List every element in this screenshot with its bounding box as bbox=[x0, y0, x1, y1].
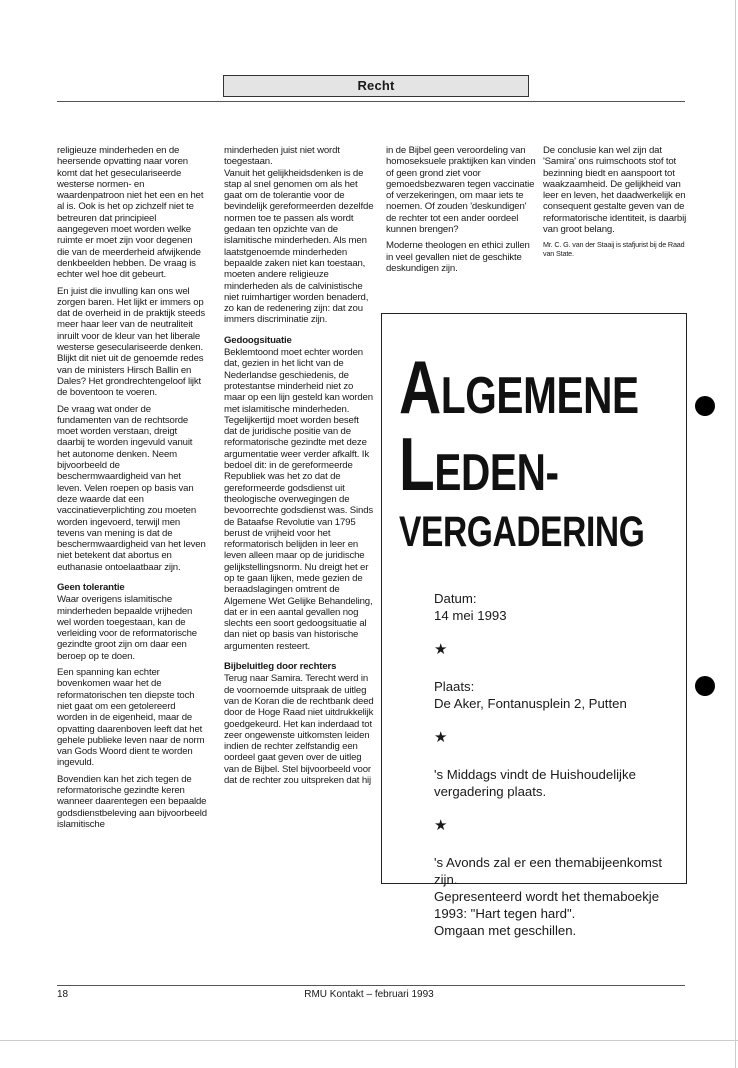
author-note: Mr. C. G. van der Staaij is stafjurist bij de Raad van State. bbox=[543, 240, 685, 259]
datum-label: Datum: bbox=[434, 591, 477, 606]
paragraph: minderheden juist niet wordt toegestaan. bbox=[224, 145, 340, 168]
evening-theme: Omgaan met geschillen. bbox=[434, 923, 577, 938]
paragraph: Waar overigens islamitische minderheden bepaalde vrijheden wel worden toegestaan, kan de verleiding voor de reformatorische gezindte groot zijn om daar een beroep op te doen. bbox=[57, 594, 197, 662]
paragraph: Terug naar Samira. Terecht werd in de voornoemde uitspraak de uitleg van de Koran die de rechtbank deed door de Hoge Raad niet uitdrukkelijk goedgekeurd. Het kan inderdaad tot zeer ongewenste uitkomsten leiden indien de rechter zelfstandig een oordeel gaat geven over de uitleg van de Bijbel. Stel bijvoorbeeld voor dat de rechter zou uitspreken dat hij bbox=[224, 673, 374, 787]
paragraph: De conclusie kan wel zijn dat 'Samira' ons ruimschoots stof tot bezinning biedt en aanspoort tot waakzaamheid. De gelijkheid van leer en leven, het daadwerkelijk en consequent gestalte geven van de reformatorische identiteit, is daarbij van groot belang. bbox=[543, 145, 687, 236]
publication-footer: RMU Kontakt – februari 1993 bbox=[304, 989, 434, 1000]
plaats-value: De Aker, Fontanusplein 2, Putten bbox=[434, 696, 627, 711]
header-divider bbox=[57, 101, 685, 102]
article-column-3 bbox=[386, 145, 536, 279]
meeting-announcement bbox=[381, 313, 687, 938]
paragraph: Beklemtoond moet echter worden dat, gezien in het licht van de Nederlandse geschiedenis, de protestantse minderheid niet zo maar op een lijn gesteld kan worden met islamitische minderheden. bbox=[224, 347, 373, 415]
announcement-details bbox=[434, 590, 674, 939]
paragraph: Een spanning kan echter bovenkomen waar het de reformatorischen ten diepste toch niet gaat om een getolereerd worden in de eigenheid, maar de opvatting daarenboven leeft dat het gehele publieke leven naar de norm van Gods Woord dient te worden ingevuld. bbox=[57, 667, 205, 769]
evening-booklet: Gepresenteerd wordt het themaboekje 1993: "Hart tegen hard". bbox=[434, 889, 660, 921]
paragraph: Moderne theologen en ethici zullen in veel gevallen niet de geschikte deskundigen zijn. bbox=[386, 240, 530, 274]
paragraph: in de Bijbel geen veroordeling van homoseksuele praktijken kan vinden of geen grond ziet voor gemoedsbezwaren tegen vaccinatie of verzekeringen, om maar iets te noemen. Of zouden 'deskundigen' de rechter tot een ander oordeel kunnen brengen? bbox=[386, 145, 536, 236]
star-icon: ★ bbox=[434, 729, 448, 746]
announcement-title-line-2: LEDEN- bbox=[399, 422, 559, 506]
article-column-1 bbox=[57, 145, 207, 835]
announcement-title-line-1: ALGEMENE bbox=[399, 345, 639, 429]
subheading-bijbeluitleg: Bijbeluitleg door rechters bbox=[224, 661, 337, 673]
evening-note: 's Avonds zal er een themabijeenkomst zijn. bbox=[434, 855, 663, 887]
page-number: 18 bbox=[57, 989, 69, 1000]
paragraph: Bovendien kan het zich tegen de reformatorische gezindte keren wanneer daarentegen een bepaalde godsdienstbeleving aan bijvoorbeeld islamitische bbox=[57, 773, 207, 830]
footer-divider bbox=[57, 985, 685, 986]
page-edge bbox=[0, 1040, 738, 1041]
star-icon: ★ bbox=[434, 817, 448, 834]
star-icon: ★ bbox=[434, 641, 448, 658]
paragraph: religieuze minderheden en de heersende opvatting naar voren komt dat het geseculariseerde westerse normen- en waardenpatroon niet het een en het al is. Ook is het op zichzelf niet te betreuren dat principieel aangegeven moet worden welke ruimte er moet zijn voor degenen die van de meerderheid afwijkende denkbeelden hebben. De vraag is echter wel hoe dit gebeurt. bbox=[57, 145, 204, 281]
subheading-gedoogsituatie: Gedoogsituatie bbox=[224, 334, 292, 346]
paragraph: En juist die invulling kan ons wel zorgen baren. Het lijkt er immers op dat de overheid in de praktijk steeds meer haar leer van de neutraliteit inruilt voor de kleur van het liberale westerse geseculariseerde denken. Blijkt dit niet uit de genoemde redes van de ministers Hirsch Ballin en Dales? Het grondrechtengeloof lijkt de boventoon te voeren. bbox=[57, 285, 206, 399]
binder-hole-bottom bbox=[695, 676, 715, 696]
page-edge bbox=[735, 0, 736, 1068]
binder-hole-top bbox=[695, 396, 715, 416]
article-column-4 bbox=[543, 145, 693, 263]
announcement-title-line-3: VERGADERING bbox=[399, 508, 645, 556]
plaats-label: Plaats: bbox=[434, 679, 475, 694]
afternoon-note: 's Middags vindt de Huishoudelijke vergadering plaats. bbox=[434, 767, 636, 799]
datum-value: 14 mei 1993 bbox=[434, 608, 507, 623]
paragraph: De vraag wat onder de fundamenten van de rechtsorde moet worden verstaan, dreigt daarbij te worden ingevuld vanuit het autonome denken. Neem bijvoorbeeld de beschermwaardigheid van het leven. Velen roepen op basis van deze waarde dat een vaccinatieverplichting zou moeten worden ingevoerd, terwijl men tevens van mening is dat de beschermwaardigheid van het leven niet betekent dat abortus en euthanasie ontoelaatbaar zijn. bbox=[57, 403, 206, 573]
article-column-2 bbox=[224, 145, 374, 791]
paragraph: Vanuit het gelijkheidsdenken is de stap al snel genomen om als het gaat om de tolerantie voor de bevindelijk gereformeerden dezelfde normen toe te passen als wordt gedaan ten opzichte van de islamitische minderheden. Als men laatstgenoemde minderheden bepaalde zaken niet kan toestaan, moeten andere religieuze minderheden als de calvinistische niet ruimhartiger worden benaderd, zo kan de redenering zijn: dat zou immers discriminatie zijn. bbox=[224, 167, 374, 326]
paragraph: Tegelijkertijd moet worden beseft dat de juridische positie van de reformatorische gezindte met deze argumentatie weer verder afkalft. Ik bedoel dit: in de gereformeerde Republiek was het zo dat de gereformeerde godsdienst uit theologische overwegingen de bevoorrechte godsdienst was. Sinds de Bataafse Revolutie van 1795 berust de vrijheid voor het reformatorisch belijden in leer en leven alleen maar op de juridische gelijkstellingsnorm. Nu dreigt het er op te gaan lijken, mede gezien de beraadslagingen omtrent de Algemene Wet Gelijke Behandeling, dat er in een aantal gevallen nog slechts een soort gedoogsituatie al dan niet op basis van historische argumenten resteert. bbox=[224, 414, 374, 652]
subheading-geen-tolerantie: Geen tolerantie bbox=[57, 581, 125, 593]
section-header: Recht bbox=[223, 75, 529, 97]
